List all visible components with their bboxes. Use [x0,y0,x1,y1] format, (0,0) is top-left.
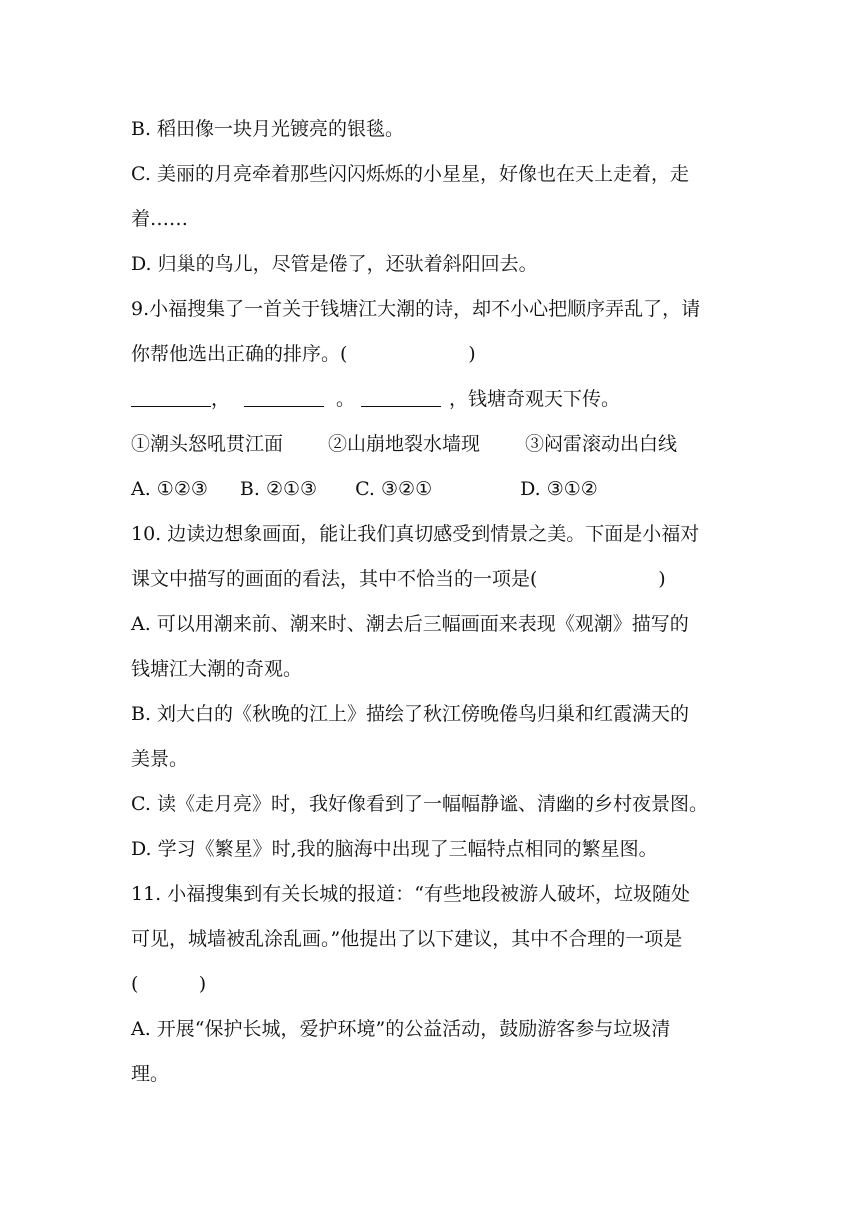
poem-sep-1: ， [211,388,231,410]
q9-choice-a: A. ①②③ [131,478,208,500]
question-11-line-1: 11. 小福搜集到有关长城的报道：“有些地段被游人破坏，垃圾随处 [131,883,690,905]
q11-option-a-line-1: A. 开展“保护长城，爱护环境”的公益活动，鼓励游客参与垃圾清 [131,1018,671,1040]
q9-choice-c: C. ③②① [355,478,433,500]
poem-options-row [131,432,677,456]
poem-option: ③闷雷滚动出白线 [525,433,678,455]
option-b-line: B. 稻田像一块月光镀亮的银毯。 [131,118,405,140]
poem-option: ①潮头怒吼贯江面 [131,433,284,455]
option-c-line-1: C. 美丽的月亮牵着那些闪闪烁烁的小星星，好像也在天上走着，走 [131,163,689,185]
q10-option-b-line-1: B. 刘大白的《秋晚的江上》描绘了秋江傍晚倦鸟归巢和红霞满天的 [131,703,690,725]
poem-sep-2: 。 [336,388,356,410]
q11-option-a-line-2: 理。 [131,1063,170,1085]
poem-line [131,387,620,411]
q10-option-d-line: D. 学习《繁星》时,我的脑海中出现了三幅特点相同的繁星图。 [131,838,658,860]
q9-choice-b: B. ②①③ [239,478,318,500]
q10-option-c-line: C. 读《走月亮》时，我好像看到了一幅幅静谧、清幽的乡村夜景图。 [131,793,708,815]
question-10-line-2: 课文中描写的画面的看法，其中不恰当的一项是( ) [131,568,666,590]
q10-option-a-line-1: A. 可以用潮来前、潮来时、潮去后三幅画面来表现《观潮》描写的 [131,613,689,635]
question-9-line-2: 你帮他选出正确的排序。( ) [131,343,476,365]
poem-option: ②山崩地裂水墙现 [328,433,481,455]
poem-ending: ，钱塘奇观天下传。 [449,388,621,410]
question-11-line-2: 可见，城墙被乱涂乱画。”他提出了以下建议，其中不合理的一项是 [131,928,683,950]
question-9-line-1: 9.小福搜集了一首关于钱塘江大潮的诗，却不小心把顺序弄乱了，请 [131,298,701,320]
option-c-line-2: 着…… [131,208,189,230]
question-11-line-3: ( ) [131,973,207,995]
q9-choices-row [131,477,598,501]
poem-blank-2 [244,388,324,407]
option-d-line: D. 归巢的鸟儿，尽管是倦了，还驮着斜阳回去。 [131,253,538,275]
q9-choice-d: D. ③①② [520,478,598,500]
poem-blank-3 [361,388,441,407]
q10-option-b-line-2: 美景。 [131,748,189,770]
q10-option-a-line-2: 钱塘江大潮的奇观。 [131,658,303,680]
question-10-line-1: 10. 边读边想象画面，能让我们真切感受到情景之美。下面是小福对 [131,523,700,545]
poem-blank-1 [131,388,211,407]
